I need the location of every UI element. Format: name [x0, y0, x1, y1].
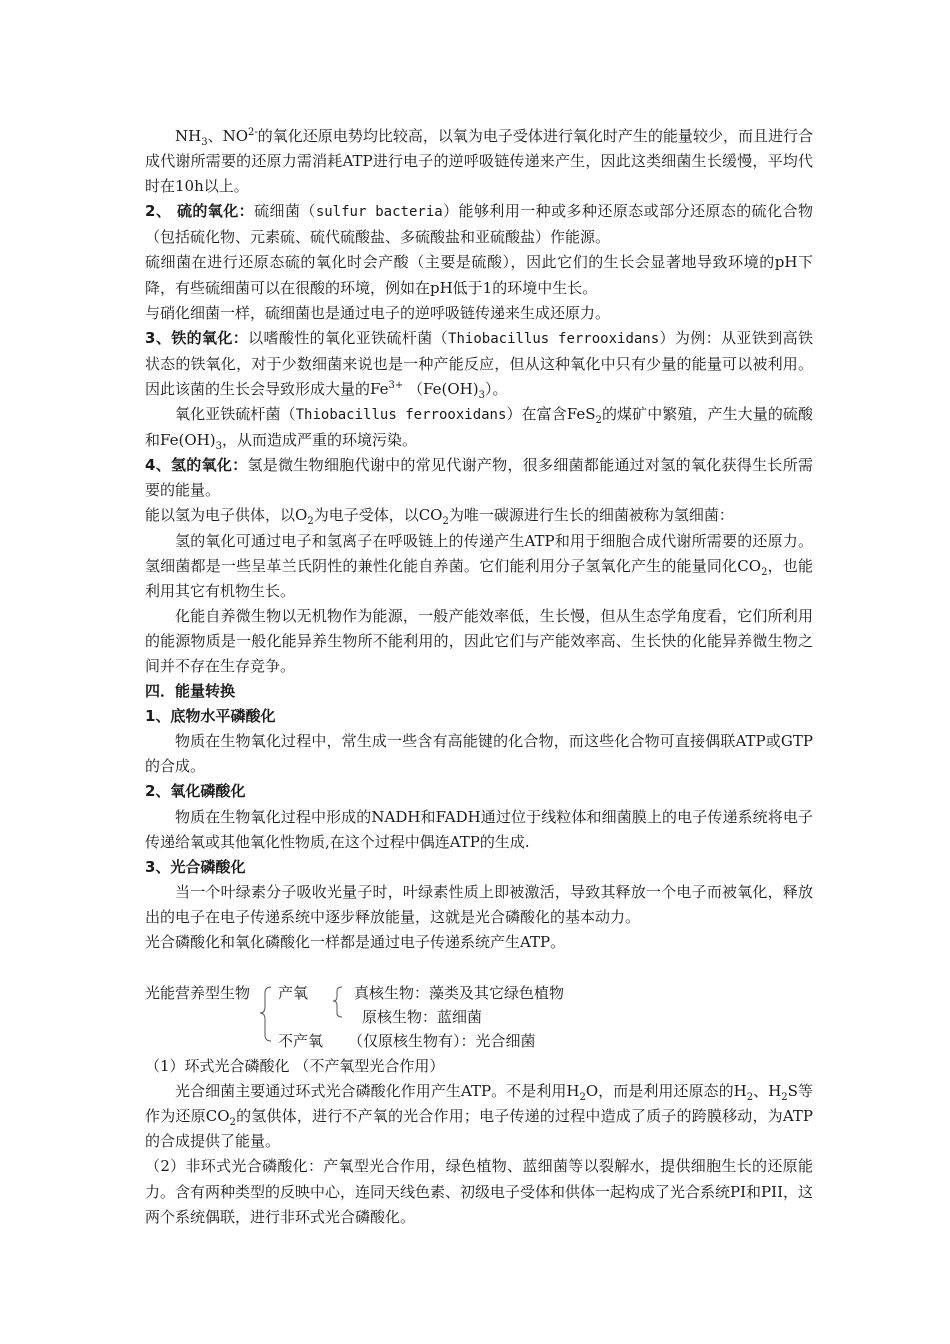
paragraph-hydrogen-bacteria-detail: 氢的氧化可通过电子和氢离子在呼吸链上的传递产生ATP和用于细胞合成代谢所需要的还原力。氢细菌都是一些呈革兰氏阴性的兼性化能自养菌。它们能利用分子氢氧化产生的能量同化$CO_2$，也能利用其它有机物生长。 — [145, 531, 813, 600]
paragraph-hydrogen-bacteria-definition: 能以氢为电子供体，以$O_2$为电子受体，以$CO_2$为唯一碳源进行生长的细菌被称为氢细菌： — [145, 506, 734, 528]
heading-cyclic-photophosphorylation: （1）环式光合磷酸化 （不产氧型光合作用） — [145, 1057, 445, 1076]
paragraph-oxidative-phosphorylation: 物质在生物氧化过程中形成的NADH和FADH通过位于线粒体和细菌膜上的电子传递系统将电子传递给氧或其他氧化性物质,在这个过程中偶连ATP的生成. — [145, 807, 813, 851]
paragraph-cyclic-photophosphorylation: 光合细菌主要通过环式光合磷酸化作用产生ATP。不是利用$H_2O$，而是利用还原态的$H_2$、$H_2S$等作为还原$CO_2$的氢供体，进行不产氧的光合作用；电子传递的过程中造成了质子的跨膜移动，为ATP的合成提供了能量。 — [145, 1082, 813, 1151]
paragraph-noncyclic-photophosphorylation: （2）非环式光合磷酸化：产氧型光合作用，绿色植物、蓝细菌等以裂解水，提供细胞生长的还原能力。含有两种类型的反映中心，连同天线色素、初级电子受体和供体一起构成了光合系统PI和PII，这两个系统偶联，进行非环式光合磷酸化。 — [145, 1157, 813, 1226]
paragraph-iron-oxidation: 3、铁的氧化：以嗜酸性的氧化亚铁硫杆菌（Thiobacillus ferrooxidans）为例：从亚铁到高铁状态的铁氧化，对于少数细菌来说也是一种产能反应，但从这种氧化中只有少量的能量可以被利用。因此该菌的生长会导致形成大量的$Fe^{3+}$ $(Fe(OH)_3)$。 — [145, 328, 813, 401]
paragraph-sulfur-reducing-power: 与硝化细菌一样，硫细菌也是通过电子的逆呼吸链传递来生成还原力。 — [145, 303, 611, 322]
paragraph-iron-pollution: 氧化亚铁硫杆菌（Thiobacillus ferrooxidans）在富含FeS$_2$的煤矿中繁殖，产生大量的硫酸和$Fe(OH)_3$，从而造成严重的环境污染。 — [145, 405, 813, 453]
paragraph-hydrogen-oxidation: 4、氢的氧化：氢是微生物细胞代谢中的常见代谢产物，很多细菌都能通过对氢的氧化获得生长所需要的能量。 — [145, 456, 813, 500]
heading-substrate-level-phosphorylation: 1、底物水平磷酸化 — [145, 707, 276, 726]
paragraph-chemoautotroph-summary: 化能自养微生物以无机物作为能源，一般产能效率低，生长慢，但从生态学角度看，它们所利用的能源物质是一般化能异养生物所不能利用的，因此它们与产能效率高、生长快的化能异养微生物之间并不存在生存竞争。 — [145, 606, 813, 675]
tree-root: 光能营养型生物 — [145, 984, 251, 1003]
paragraph-photophosphorylation-atp: 光合磷酸化和氧化磷酸化一样都是通过电子传递系统产生ATP。 — [145, 933, 566, 951]
paragraph-photophosphorylation: 当一个叶绿素分子吸收光量子时，叶绿素性质上即被激活，导致其释放一个电子而被氧化，释放出的电子在电子传递系统中逐步释放能量，这就是光合磷酸化的基本动力。 — [145, 882, 813, 926]
paragraph-sulfur-oxidation: 2、 硫的氧化：硫细菌（sulfur bacteria）能够利用一种或多种还原态或部分还原态的硫化合物（包括硫化物、元素硫、硫代硫酸盐、多硫酸盐和亚硫酸盐）作能源。 — [145, 202, 813, 247]
heading-iron-oxidation: 3、铁的氧化： — [145, 328, 249, 347]
heading-photophosphorylation: 3、光合磷酸化 — [145, 857, 246, 876]
tree-eukaryote: 真核生物：藻类及其它绿色植物 — [354, 984, 565, 1003]
paragraph-substrate-level-phosphorylation: 物质在生物氧化过程中，常生成一些含有高能键的化合物，而这些化合物可直接偶联ATP或GTP的合成。 — [145, 732, 813, 776]
heading-oxidative-phosphorylation: 2、氧化磷酸化 — [145, 782, 246, 801]
tree-branch-oxygenic: 产氧 — [278, 984, 309, 1003]
tree-prokaryote: 原核生物：蓝细菌 — [362, 1008, 483, 1027]
brace-icon — [257, 985, 279, 1045]
tree-anoxygenic-note: （仅原核生物有）：光合细菌 — [348, 1032, 536, 1051]
tree-branch-anoxygenic: 不产氧 — [278, 1032, 324, 1051]
brace-small-icon — [329, 985, 347, 1023]
paragraph-nitrifier-energy: $NH_3$、$NO^{2-}$的氧化还原电势均比较高，以氧为电子受体进行氧化时产生的能量较少，而且进行合成代谢所需要的还原力需消耗ATP进行电子的逆呼吸链传递来产生，因此这类细菌生长缓慢，平均代时在10h以上。 — [145, 127, 813, 196]
heading-hydrogen-oxidation: 4、氢的氧化： — [145, 456, 248, 475]
document-body — [145, 124, 813, 1230]
spacer — [145, 955, 813, 981]
heading-sulfur-oxidation: 2、 硫的氧化： — [145, 202, 255, 221]
paragraph-sulfur-acid: 硫细菌在进行还原态硫的氧化时会产酸（主要是硫酸），因此它们的生长会显著地导致环境的pH下降，有些硫细菌可以在很酸的环境，例如在pH低于1的环境中生长。 — [145, 253, 813, 297]
phototroph-classification-tree — [145, 981, 813, 1054]
heading-energy-conversion: 四．能量转换 — [145, 682, 236, 701]
